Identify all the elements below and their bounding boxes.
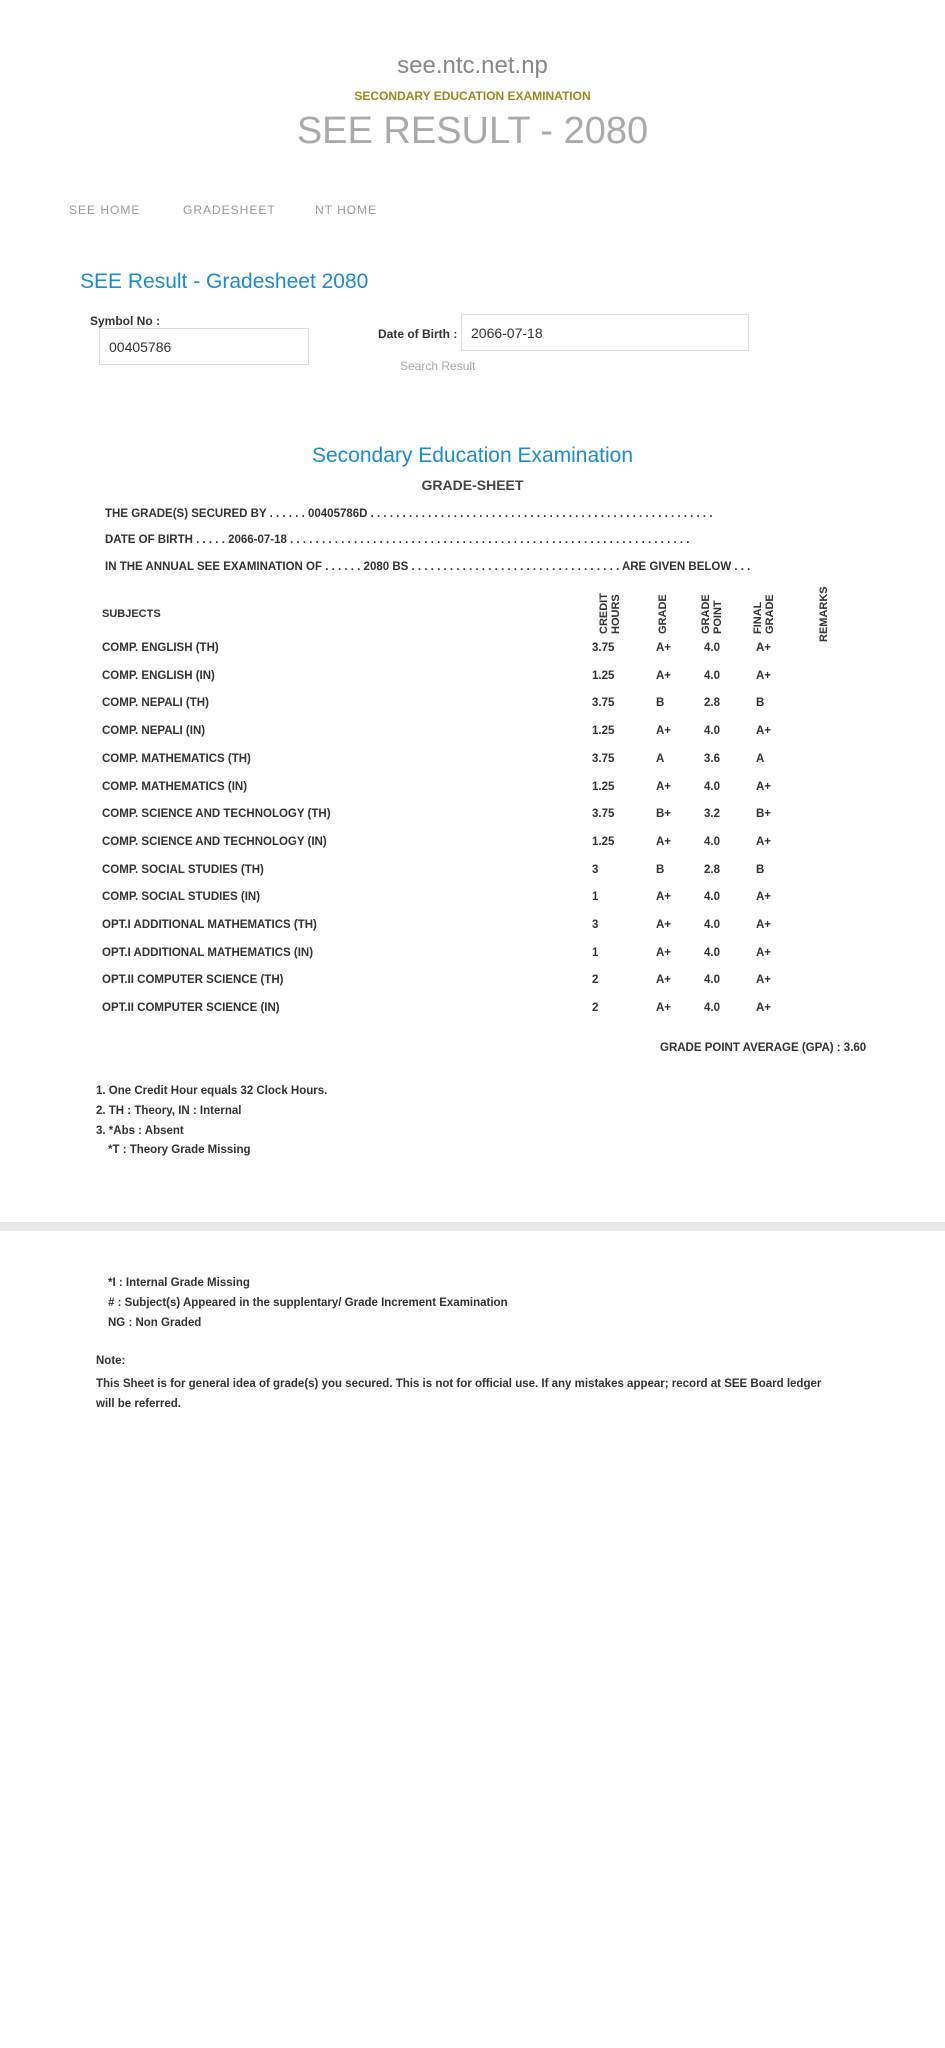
dob-input[interactable]: 2066-07-18 [461, 314, 749, 351]
cell-grade-point: 3.2 [704, 808, 720, 821]
cell-final-grade: A+ [756, 669, 772, 682]
cell-subject: COMP. SOCIAL STUDIES (IN) [102, 891, 261, 904]
col-credit-1: CREDIT [598, 593, 610, 634]
cell-grade: A+ [656, 946, 672, 959]
table-row [102, 1002, 862, 1022]
search-result-button[interactable]: Search Result [400, 359, 476, 373]
col-fg-2: GRADE [764, 594, 776, 634]
secured-by-line: THE GRADE(S) SECURED BY . . . . . . 00405786D . . . . . . . . . . . . . . . . . . . . . . . . . . . . . . . . . . . . . . . . . . . . . . . . . . . . . . [105, 508, 713, 520]
cell-grade-point: 4.0 [704, 946, 720, 959]
gpa: GRADE POINT AVERAGE (GPA) : 3.60 [660, 1042, 867, 1054]
form-heading: SEE Result - Gradesheet 2080 [80, 270, 369, 293]
cell-final-grade: A+ [756, 974, 772, 987]
note-5: *I : Internal Grade Missing [108, 1277, 250, 1289]
cell-final-grade: A+ [756, 780, 772, 793]
cell-subject: COMP. SCIENCE AND TECHNOLOGY (TH) [102, 808, 331, 821]
cell-grade: A+ [656, 642, 672, 654]
cell-grade: B [656, 697, 665, 710]
cell-final-grade: A+ [756, 725, 772, 738]
cell-grade: A+ [656, 1002, 672, 1015]
col-gp-1: GRADE [700, 594, 712, 634]
table-row [102, 808, 862, 828]
table-row [102, 891, 862, 911]
page-title: SEE RESULT - 2080 [296, 110, 649, 152]
cell-final-grade: A+ [756, 891, 772, 904]
cell-credit-hours: 2 [592, 1002, 599, 1015]
cell-grade-point: 4.0 [704, 780, 720, 793]
cell-grade-point: 3.6 [704, 752, 720, 765]
gradesheet-subtitle: GRADE-SHEET [421, 477, 524, 493]
cell-final-grade: A [756, 752, 765, 765]
cell-subject: COMP. SOCIAL STUDIES (TH) [102, 863, 264, 876]
cell-subject: OPT.I ADDITIONAL MATHEMATICS (IN) [102, 946, 314, 959]
cell-final-grade: A+ [756, 919, 772, 931]
site-subtitle: SECONDARY EDUCATION EXAMINATION [354, 89, 591, 103]
cell-final-grade: B+ [756, 808, 772, 821]
table-row [102, 670, 862, 690]
dob-line: DATE OF BIRTH . . . . . 2066-07-18 . . . . . . . . . . . . . . . . . . . . . . . . . . . . . . . . . . . . . . . . . . . . . . . . . . . . . . . . . . . . . . . [105, 534, 690, 546]
table-row [102, 781, 862, 801]
col-gp-2: POINT [712, 600, 724, 634]
cell-grade-point: 2.8 [704, 863, 720, 876]
cell-subject: COMP. ENGLISH (TH) [102, 642, 219, 654]
note-4: *T : Theory Grade Missing [108, 1144, 251, 1156]
col-subjects: SUBJECTS [102, 608, 161, 620]
note-6: # : Subject(s) Appeared in the supplentary/ Grade Increment Examination [108, 1297, 508, 1309]
cell-subject: COMP. NEPALI (IN) [102, 725, 206, 738]
cell-grade-point: 4.0 [704, 835, 720, 848]
cell-subject: OPT.II COMPUTER SCIENCE (TH) [102, 974, 284, 987]
cell-grade: A+ [656, 891, 672, 904]
cell-final-grade: B [756, 863, 765, 876]
cell-subject: COMP. MATHEMATICS (IN) [102, 780, 248, 793]
cell-credit-hours: 3.75 [592, 752, 615, 765]
cell-grade: A+ [656, 725, 672, 738]
cell-subject: OPT.II COMPUTER SCIENCE (IN) [102, 1002, 280, 1015]
cell-grade: B [656, 863, 665, 876]
col-remarks: REMARKS [818, 586, 830, 642]
note-3: 3. *Abs : Absent [96, 1125, 184, 1137]
cell-grade: A+ [656, 974, 672, 987]
note-2: 2. TH : Theory, IN : Internal [96, 1105, 242, 1117]
cell-subject: COMP. MATHEMATICS (TH) [102, 752, 251, 765]
cell-grade-point: 4.0 [704, 725, 720, 738]
cell-credit-hours: 3.75 [592, 642, 615, 654]
cell-credit-hours: 3.75 [592, 697, 615, 710]
cell-credit-hours: 2 [592, 974, 599, 987]
note-label: Note: [96, 1355, 126, 1367]
gradesheet-title: Secondary Education Examination [311, 444, 634, 467]
note-7: NG : Non Graded [108, 1317, 202, 1329]
cell-grade: A+ [656, 669, 672, 682]
table-row [102, 836, 862, 856]
cell-grade: A+ [656, 835, 672, 848]
cell-grade-point: 4.0 [704, 1002, 720, 1015]
table-row [102, 947, 862, 967]
note-text: This Sheet is for general idea of grade(s) you secured. This is not for official use. If any mistakes appear; record at SEE Board ledger will be referred. [96, 1378, 822, 1410]
cell-grade-point: 4.0 [704, 891, 720, 904]
note-1: 1. One Credit Hour equals 32 Clock Hours. [96, 1085, 328, 1097]
nav-nt-home[interactable]: NT HOME [315, 203, 378, 217]
cell-credit-hours: 1 [592, 946, 599, 959]
col-fg-1: FINAL [752, 601, 764, 634]
cell-final-grade: A+ [756, 642, 772, 654]
table-row [102, 974, 862, 994]
cell-credit-hours: 1 [592, 891, 599, 904]
cell-subject: COMP. SCIENCE AND TECHNOLOGY (IN) [102, 835, 327, 848]
cell-credit-hours: 1.25 [592, 669, 615, 682]
section-divider [0, 1222, 945, 1231]
cell-final-grade: B [756, 697, 765, 710]
cell-credit-hours: 1.25 [592, 835, 615, 848]
col-grade-point [700, 594, 724, 634]
cell-grade: A+ [656, 919, 672, 931]
table-row [102, 697, 862, 717]
cell-credit-hours: 3 [592, 919, 599, 931]
cell-grade-point: 2.8 [704, 697, 720, 710]
cell-credit-hours: 3 [592, 863, 599, 876]
cell-grade: A+ [656, 780, 672, 793]
cell-final-grade: A+ [756, 1002, 772, 1015]
symbol-input[interactable]: 00405786 [99, 328, 309, 365]
cell-grade-point: 4.0 [704, 974, 720, 987]
cell-credit-hours: 3.75 [592, 808, 615, 821]
site-name: see.ntc.net.np [397, 52, 548, 79]
cell-final-grade: A+ [756, 835, 772, 848]
cell-subject: COMP. NEPALI (TH) [102, 697, 209, 710]
cell-final-grade: A+ [756, 946, 772, 959]
table-row [102, 753, 862, 773]
cell-grade-point: 4.0 [704, 919, 720, 931]
exam-line: IN THE ANNUAL SEE EXAMINATION OF . . . . . . 2080 BS . . . . . . . . . . . . . . . . . . . . . . . . . . . . . . . . . ARE GIVEN BELOW . . . [105, 561, 751, 573]
table-row [102, 919, 862, 939]
cell-grade-point: 4.0 [704, 669, 720, 682]
symbol-label: Symbol No : [90, 314, 161, 328]
table-row [102, 725, 862, 745]
cell-grade: B+ [656, 808, 672, 821]
cell-credit-hours: 1.25 [592, 725, 615, 738]
col-final-grade [752, 594, 776, 634]
cell-subject: COMP. ENGLISH (IN) [102, 669, 215, 682]
cell-grade: A [656, 752, 665, 765]
nav-see-home[interactable]: SEE HOME [69, 203, 141, 217]
cell-credit-hours: 1.25 [592, 780, 615, 793]
table-row [102, 642, 862, 662]
nav-gradesheet[interactable]: GRADESHEET [183, 203, 276, 217]
dob-label: Date of Birth : [378, 327, 458, 341]
cell-grade-point: 4.0 [704, 642, 720, 654]
table-row [102, 864, 862, 884]
col-credit-hours [598, 594, 622, 634]
col-credit-2: HOURS [610, 594, 622, 634]
col-grade: GRADE [657, 594, 669, 634]
cell-subject: OPT.I ADDITIONAL MATHEMATICS (TH) [102, 919, 317, 931]
